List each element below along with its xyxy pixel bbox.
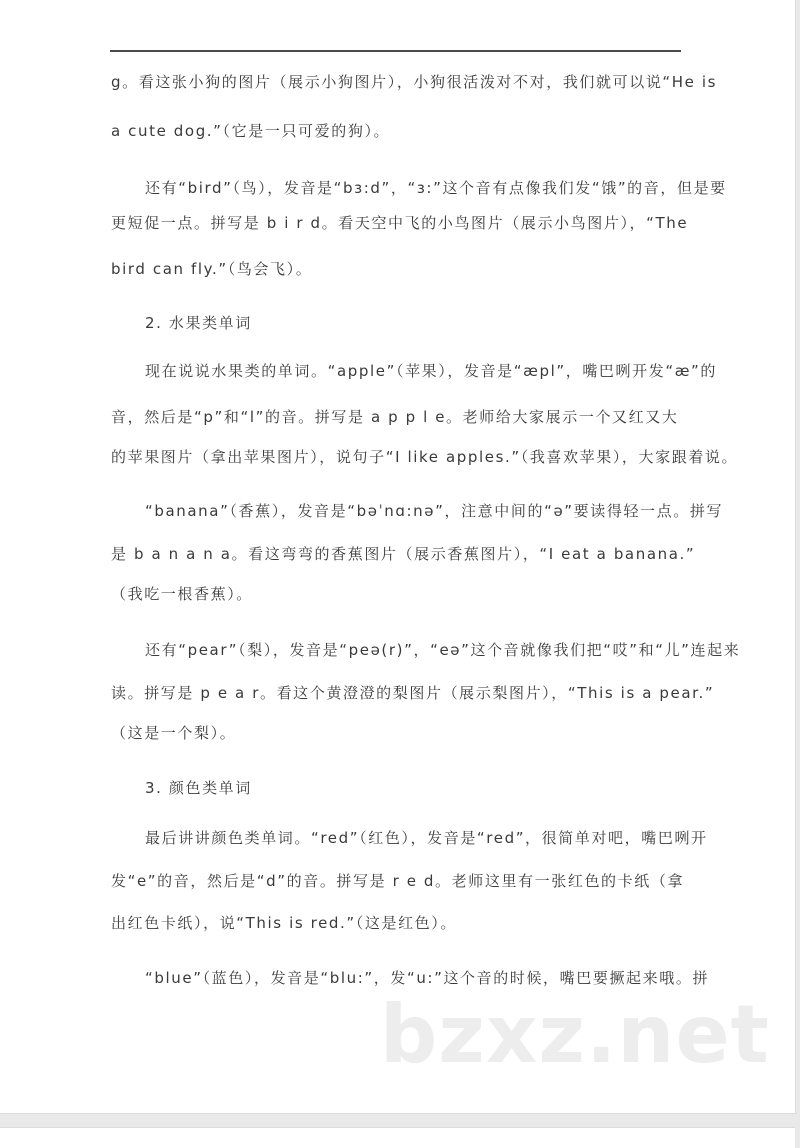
paragraph-line: 出红色卡纸），说“This is red.”（这是红色）。 xyxy=(111,914,457,932)
paragraph-line: 的苹果图片（拿出苹果图片），说句子“I like apples.”（我喜欢苹果），大家跟着说。 xyxy=(111,448,739,466)
paragraph-line: 还有“pear”（梨），发音是“peə(r)”，“eə”这个音就像我们把“哎”和“儿”连起来 xyxy=(145,641,741,659)
paragraph-line: 是 b a n a n a。看这弯弯的香蕉图片（展示香蕉图片），“I eat a banana.” xyxy=(111,545,696,563)
paragraph-line: 最后讲讲颜色类单词。“red”（红色），发音是“red”，很简单对吧，嘴巴咧开 xyxy=(145,829,708,847)
paragraph-line: （我吃一根香蕉）。 xyxy=(111,585,253,603)
section-heading-colors: 3. 颜色类单词 xyxy=(145,779,252,797)
paragraph-line: g。看这张小狗的图片（展示小狗图片），小狗很活泼对不对，我们就可以说“He is xyxy=(111,73,718,91)
paragraph-line: 读。拼写是 p e a r。看这个黄澄澄的梨图片（展示梨图片），“This is a pear.” xyxy=(111,684,715,702)
watermark: bzxz.net xyxy=(380,988,770,1081)
paragraph-line: “blue”（蓝色），发音是“blu:”，发“u:”这个音的时候，嘴巴要撅起来哦。拼 xyxy=(145,969,710,987)
next-page-edge xyxy=(0,1127,795,1148)
paragraph-line: 现在说说水果类的单词。“apple”（苹果），发音是“æpl”，嘴巴咧开发“æ”的 xyxy=(145,362,718,380)
paragraph-line: （这是一个梨）。 xyxy=(111,724,237,742)
paragraph-line: “banana”（香蕉），发音是“bəˈnɑ:nə”，注意中间的“ə”要读得轻一点。拼写 xyxy=(145,502,724,520)
header-rule xyxy=(110,50,681,52)
paragraph-line: bird can fly.”（鸟会飞）。 xyxy=(111,260,313,278)
paragraph-line: 发“e”的音，然后是“d”的音。拼写是 r e d。老师这里有一张红色的卡纸（拿 xyxy=(111,872,685,890)
section-heading-fruits: 2. 水果类单词 xyxy=(145,314,252,332)
paragraph-line: a cute dog.”（它是一只可爱的狗）。 xyxy=(111,122,391,140)
paragraph-line: 音，然后是“p”和“l”的音。拼写是 a p p l e。老师给大家展示一个又红又大 xyxy=(111,408,679,426)
paragraph-line: 更短促一点。拼写是 b i r d。看天空中飞的小鸟图片（展示小鸟图片），“The xyxy=(111,214,689,232)
paragraph-line: 还有“bird”（鸟），发音是“bɜ:d”，“ɜ:”这个音有点像我们发“饿”的音，但是要 xyxy=(145,179,727,197)
